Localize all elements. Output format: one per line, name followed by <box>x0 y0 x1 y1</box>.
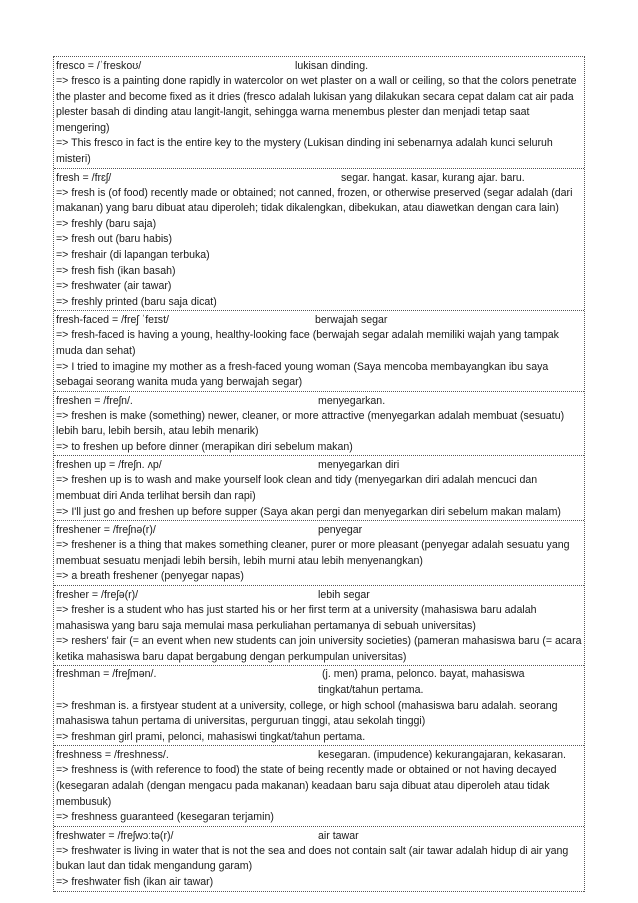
entry-freshman <box>54 666 584 746</box>
term: freshen up = /freʃn. ʌp/ <box>56 459 162 472</box>
entry-freshwater <box>54 827 584 892</box>
meaning: menyegarkan diri <box>318 459 400 472</box>
definition-line: => fresh is (of food) recently made or obtained; not canned, frozen, or otherwise preserved (segar adalah (dari makanan) yang baru dibuat atau diperoleh; tidak dikalengkan, dibekukan, atau diawetkan dengan cara lain) <box>56 186 573 215</box>
entry-header <box>56 667 582 698</box>
term: fresh = /frɛʃ/ <box>56 171 112 184</box>
meaning: kesegaran. (impudence) kekurangajaran, kekasaran. <box>318 749 566 762</box>
entry-header <box>56 587 582 603</box>
meaning: (j. men) prama, pelonco. bayat, mahasiswa tingkat/tahun pertama. <box>318 668 525 696</box>
example-line: => freshman girl prami, pelonci, mahasiswi tingkat/tahun pertama. <box>56 730 366 743</box>
entry-header <box>56 522 582 538</box>
example-line: => freshly printed (baru saja dicat) <box>56 295 217 308</box>
entry-fresher <box>54 586 584 666</box>
entry-freshener <box>54 521 584 586</box>
definition-line: => freshen is make (something) newer, cleaner, or more attractive (menyegarkan adalah membuat (sesuatu) lebih baru, lebih bersih, atau lebih menarik) <box>56 409 565 438</box>
example-line: => freshly (baru saja) <box>56 217 157 230</box>
definition-line: => freshness is (with reference to food) the state of being recently made or obtained or not having decayed (kesegaran adalah (dengan mengacu pada makanan) keadaan baru saja dibuat atau diperoleh atau tidak membusuk) <box>56 764 557 808</box>
entry-freshen <box>54 392 584 457</box>
example-line: => freshness guaranteed (kesegaran terjamin) <box>56 811 274 824</box>
meaning: berwajah segar <box>315 314 388 327</box>
example-line: => to freshen up before dinner (merapikan diri sebelum makan) <box>56 440 353 453</box>
entry-fresh-faced <box>54 311 584 391</box>
example-line: => a breath freshener (penyegar napas) <box>56 570 244 583</box>
meaning: penyegar <box>318 524 363 537</box>
term: freshener = /freʃnə(r)/ <box>56 524 156 537</box>
definition-line: => freshener is a thing that makes something cleaner, purer or more pleasant (penyegar adalah sesuatu yang membuat sesuatu menjadi lebih bersih, lebih murni atau lebih menyenangkan) <box>56 539 570 567</box>
entry-freshen-up <box>54 456 584 521</box>
term: fresher = /freʃə(r)/ <box>56 589 139 602</box>
term: fresco = /ˈfreskoʊ/ <box>56 60 142 72</box>
entry-header <box>56 747 582 763</box>
example-line: => freshwater (air tawar) <box>56 280 172 293</box>
entry-header <box>56 457 582 473</box>
entry-header <box>56 393 582 409</box>
entry-header <box>56 828 582 844</box>
entry-header <box>56 58 582 74</box>
example-line: => fresh out (baru habis) <box>56 233 173 246</box>
meaning: air tawar <box>318 829 359 842</box>
example-line: => This fresco in fact is the entire key to the mystery (Lukisan dinding ini sebenarnya adalah kunci seluruh misteri) <box>56 137 553 165</box>
meaning: segar. hangat. kasar, kurang ajar. baru. <box>341 171 525 184</box>
vocabulary-sheet <box>53 56 585 892</box>
definition-line: => fresco is a painting done rapidly in watercolor on wet plaster on a wall or ceiling, so that the colors penetrate the plaster and become fixed as it dries (fresco adalah lukisan yang dilakukan secara cepat dalam cat air pada plester basah di dinding atau langit-langit, sehingga warna menembus plester dan menjadi tetap saat mengering) <box>56 75 577 134</box>
definition-line: => fresher is a student who has just started his or her first term at a university (mahasiswa baru adalah mahasiswa yang baru saja memulai masa perkuliahan pertamanya di sebuah universitas) <box>56 604 537 632</box>
example-line: => I tried to imagine my mother as a fresh-faced young woman (Saya mencoba membayangkan ibu saya sebagai seorang wanita muda yang berwajah segar) <box>56 360 549 389</box>
example-line: => freshair (di lapangan terbuka) <box>56 248 210 261</box>
meaning: lebih segar <box>318 589 370 602</box>
example-line: => I'll just go and freshen up before supper (Saya akan pergi dan menyegarkan diri sebelum makan malam) <box>56 505 561 518</box>
definition-line: => freshen up is to wash and make yourself look clean and tidy (menyegarkan diri adalah mencuci dan membuat diri Anda terlihat bersih dan rapi) <box>56 474 538 503</box>
entry-fresh <box>54 169 584 312</box>
term: freshen = /freʃn/. <box>56 394 133 407</box>
entry-header <box>56 170 582 186</box>
term: fresh-faced = /freʃ ˈfeɪst/ <box>56 314 169 327</box>
example-line: => reshers' fair (= an event when new students can join university societies) (pameran mahasiswa baru (= acara ketika mahasiswa baru dapat bergabung dengan perkumpulan universitas) <box>56 635 582 663</box>
entry-freshness <box>54 746 584 826</box>
entry-fresco <box>54 57 584 169</box>
definition-line: => freshwater is living in water that is not the sea and does not contain salt (air tawar adalah hidup di air yang bukan laut dan tidak mengandung garam) <box>56 844 569 873</box>
term: freshman = /freʃmən/. <box>56 668 157 681</box>
example-line: => fresh fish (ikan basah) <box>56 264 176 277</box>
definition-line: => fresh-faced is having a young, healthy-looking face (berwajah segar adalah memiliki wajah yang tampak muda dan sehat) <box>56 329 559 357</box>
term: freshwater = /freʃwɔːtə(r)/ <box>56 829 174 842</box>
term: freshness = /freshness/. <box>56 749 169 762</box>
meaning: menyegarkan. <box>318 394 386 407</box>
meaning: lukisan dinding. <box>295 60 369 72</box>
example-line: => freshwater fish (ikan air tawar) <box>56 875 214 888</box>
entry-header <box>56 312 582 328</box>
definition-line: => freshman is. a firstyear student at a university, college, or high school (mahasiswa baru adalah. seorang mahasiswa tahun pertama di universitas, perguruan tinggi, atau sekolah tinggi) <box>56 699 558 728</box>
